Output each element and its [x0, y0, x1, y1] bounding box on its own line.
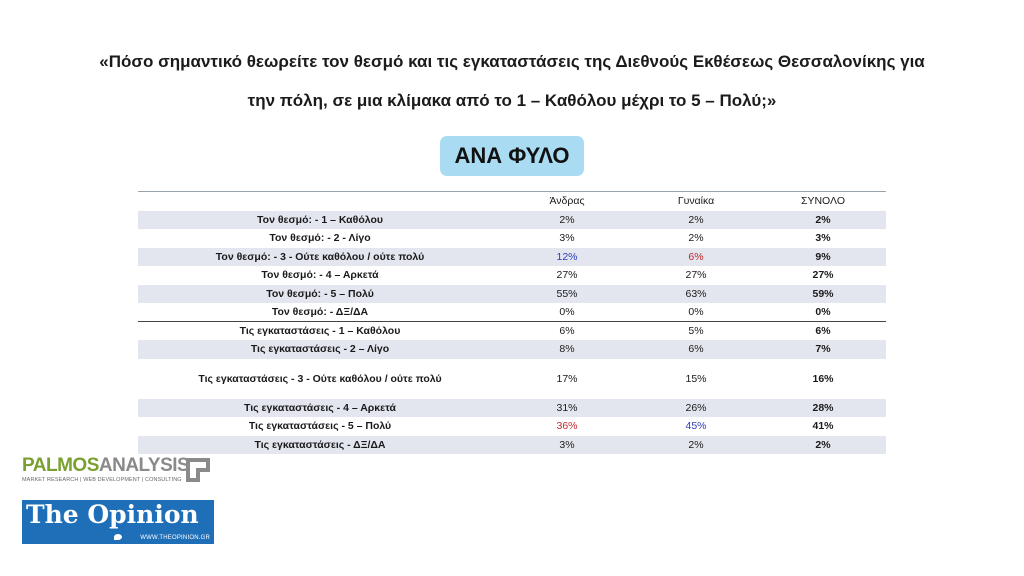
- row-label: Τον θεσμό: - 1 – Καθόλου: [257, 213, 383, 226]
- cell-synolo: 28%: [812, 401, 834, 414]
- cell-synolo: 9%: [815, 250, 831, 263]
- row-label: Τον θεσμό: - ΔΞ/ΔΑ: [271, 306, 369, 318]
- header-label: [138, 192, 502, 211]
- header-andras: Άνδρας: [502, 192, 632, 211]
- cell-andras: 17%: [556, 372, 578, 385]
- cell-gynaika: 27%: [685, 269, 707, 282]
- cell-synolo: 7%: [815, 343, 831, 356]
- cell-andras: 27%: [556, 269, 578, 282]
- cell-andras: 3%: [559, 438, 575, 451]
- table-row: [138, 211, 886, 230]
- table-row: [138, 399, 886, 418]
- opinion-logo-name: The Opinion: [26, 500, 199, 529]
- cell-gynaika: 5%: [632, 322, 760, 341]
- row-label: Τον θεσμό: - 3 - Ούτε καθόλου / ούτε πολύ: [215, 250, 425, 263]
- cell-synolo: 0%: [815, 306, 831, 318]
- row-label: Τις εγκαταστάσεις - 2 – Λίγο: [250, 343, 390, 356]
- cell-synolo: 2%: [815, 438, 831, 451]
- table-row: [138, 340, 886, 359]
- cell-andras: 31%: [556, 401, 578, 414]
- row-label: Τον θεσμό: - 4 – Αρκετά: [261, 269, 379, 282]
- cell-synolo: 2%: [815, 213, 831, 226]
- cell-gynaika: 15%: [685, 372, 707, 385]
- cell-andras: 8%: [559, 343, 575, 356]
- palmos-analysis-logo: [22, 456, 214, 488]
- table-header-row: [138, 192, 886, 211]
- table-row: [138, 359, 886, 399]
- table-row: [138, 417, 886, 436]
- table-row: [138, 436, 886, 455]
- cell-gynaika: 6%: [688, 343, 704, 356]
- cell-andras: 36%: [556, 420, 578, 433]
- cell-gynaika: 6%: [688, 250, 704, 263]
- cell-gynaika: 2%: [688, 438, 704, 451]
- section-badge: ΑΝΑ ΦΥΛΟ: [440, 136, 584, 176]
- row-label: Τον θεσμό: - 5 – Πολύ: [266, 287, 374, 300]
- cell-andras: 12%: [556, 250, 578, 263]
- cell-synolo: 3%: [815, 232, 831, 245]
- cell-andras: 0%: [559, 306, 575, 318]
- header-synolo: ΣΥΝΟΛΟ: [760, 192, 886, 211]
- row-label: Τις εγκαταστάσεις - 3 - Ούτε καθόλου / ούτε πολύ: [198, 372, 442, 385]
- cell-gynaika: 45%: [685, 420, 707, 433]
- cell-andras: 6%: [502, 322, 632, 341]
- table-row: [138, 285, 886, 304]
- cell-andras: 2%: [559, 213, 575, 226]
- table-row: [138, 266, 886, 285]
- cell-gynaika: 63%: [685, 287, 707, 300]
- row-label: Τις εγκαταστάσεις - 5 – Πολύ: [248, 420, 392, 433]
- table-row: [138, 229, 886, 248]
- cell-synolo: 59%: [812, 287, 834, 300]
- row-label: Τις εγκαταστάσεις - 4 – Αρκετά: [244, 401, 396, 414]
- header-gynaika: Γυναίκα: [632, 192, 760, 211]
- cell-synolo: 6%: [760, 322, 886, 341]
- cell-andras: 3%: [559, 232, 575, 245]
- cell-synolo: 27%: [812, 269, 834, 282]
- palmos-logo-part2: ANALYSIS: [98, 455, 190, 476]
- table-row: [138, 322, 886, 341]
- row-label: Τις εγκαταστάσεις - ΔΞ/ΔΑ: [254, 438, 386, 451]
- palmos-logo-tagline: MARKET RESEARCH | WEB DEVELOPMENT | CONSULTING: [22, 477, 182, 483]
- palmos-logo-part1: PALMOS: [22, 455, 99, 476]
- table-row: [138, 248, 886, 267]
- square-bracket-icon: [186, 458, 210, 482]
- row-label: Τις εγκαταστάσεις - 1 – Καθόλου: [138, 322, 502, 341]
- results-table: [138, 191, 886, 454]
- cell-gynaika: 0%: [688, 306, 704, 318]
- question-line-2: την πόλη, σε μια κλίμακα από το 1 – Καθόλου μέχρι το 5 – Πολύ;»: [247, 91, 777, 110]
- question-title: [60, 42, 964, 120]
- cell-gynaika: 2%: [688, 232, 704, 245]
- chat-bubble-icon: [114, 534, 122, 540]
- question-line-1: «Πόσο σημαντικό θεωρείτε τον θεσμό και τις εγκαταστάσεις της Διεθνούς Εκθέσεως Θεσσαλονίκης για: [99, 52, 925, 71]
- cell-gynaika: 2%: [688, 213, 704, 226]
- cell-andras: 55%: [556, 287, 578, 300]
- the-opinion-logo: [22, 500, 214, 544]
- cell-gynaika: 26%: [685, 401, 707, 414]
- row-label: Τον θεσμό: - 2 - Λίγο: [269, 232, 371, 245]
- opinion-logo-url: WWW.THEOPINION.GR: [140, 535, 210, 541]
- cell-synolo: 16%: [812, 372, 834, 385]
- table-row: [138, 303, 886, 322]
- cell-synolo: 41%: [812, 420, 834, 433]
